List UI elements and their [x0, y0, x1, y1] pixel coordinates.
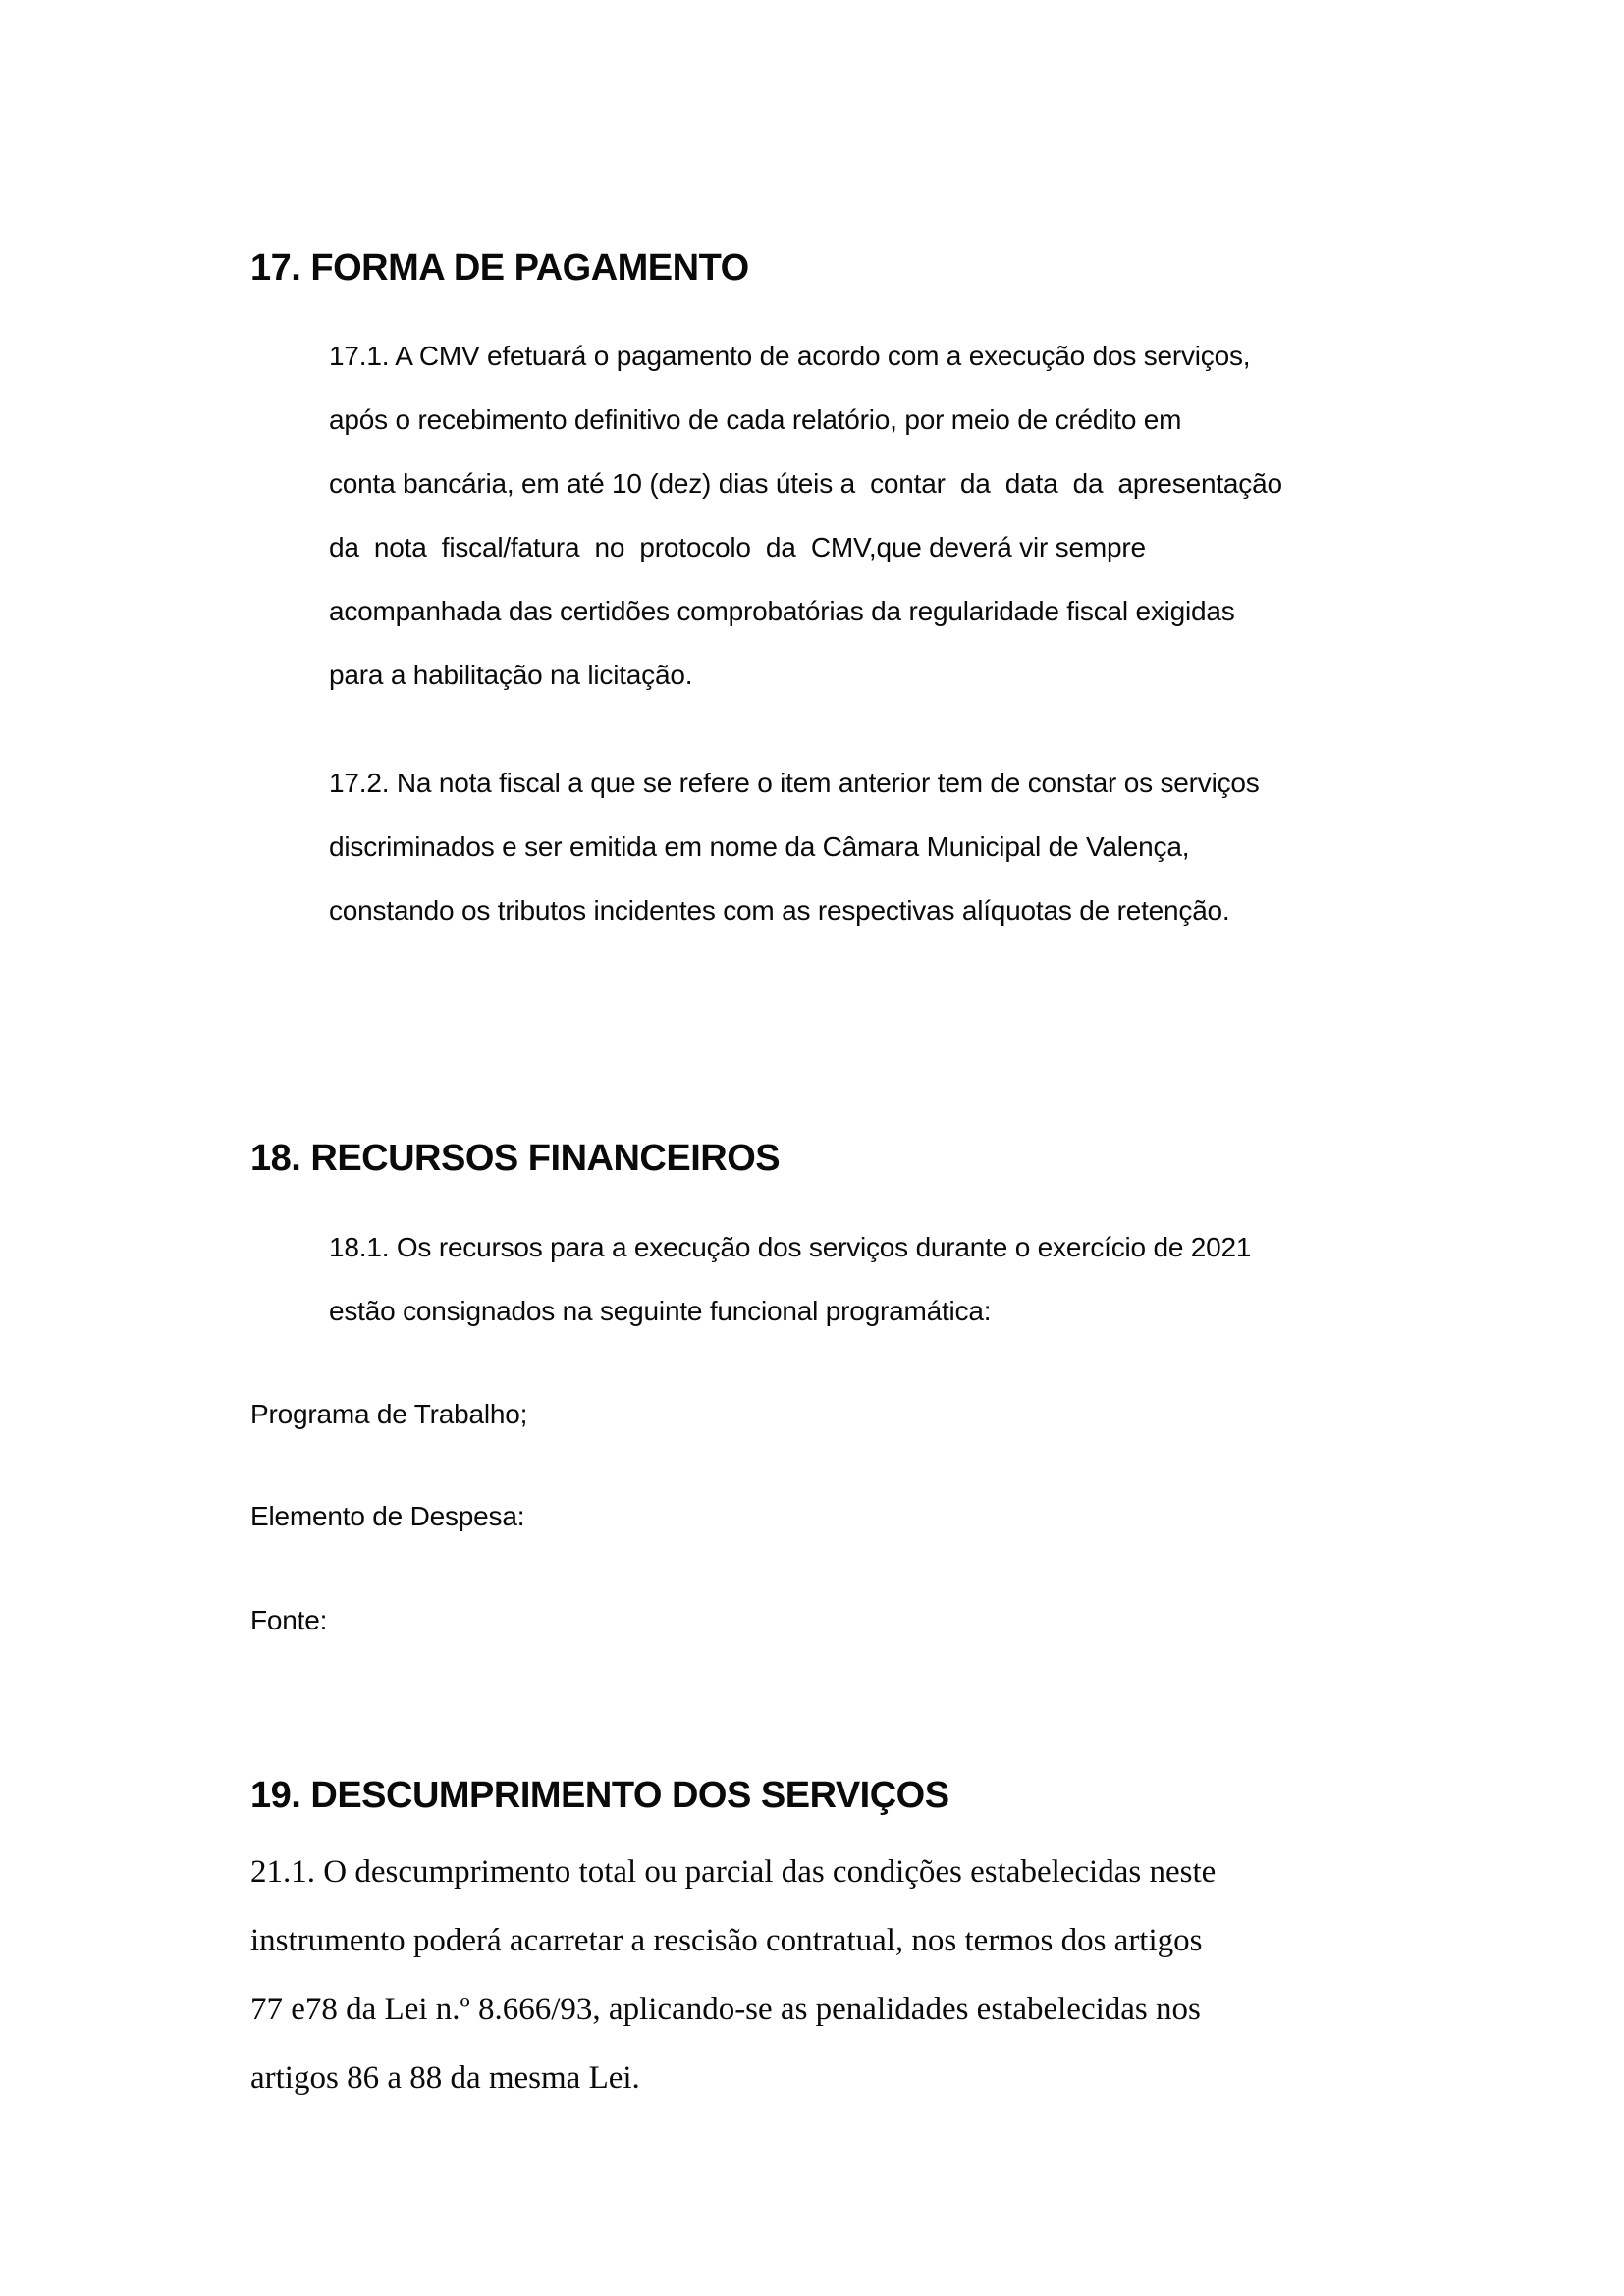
budget-line-fonte: Fonte:	[250, 1605, 328, 1635]
paragraph-17-2	[329, 751, 1399, 942]
paragraph-17-2-line: 17.2. Na nota fiscal a que se refere o item anterior tem de constar os serviços	[329, 768, 1260, 798]
paragraph-21-1-line: 77 e78 da Lei n.º 8.666/93, aplicando-se as penalidades estabelecidas nos	[250, 1992, 1201, 2027]
budget-line-elemento-de-despesa: Elemento de Despesa:	[250, 1501, 525, 1531]
paragraph-17-1	[329, 324, 1399, 707]
paragraph-17-1-line: acompanhada das certidões comprobatórias da regularidade fiscal exigidas	[329, 596, 1235, 626]
budget-line-programa-de-trabalho: Programa de Trabalho;	[250, 1399, 528, 1429]
paragraph-17-2-line: discriminados e ser emitida em nome da Câmara Municipal de Valença,	[329, 831, 1190, 862]
paragraph-17-1-line: após o recebimento definitivo de cada relatório, por meio de crédito em	[329, 404, 1182, 435]
section-17-heading: 17. FORMA DE PAGAMENTO	[250, 247, 749, 289]
paragraph-17-1-line: 17.1. A CMV efetuará o pagamento de acordo com a execução dos serviços,	[329, 341, 1251, 371]
paragraph-17-1-line: para a habilitação na licitação.	[329, 660, 693, 690]
paragraph-17-1-line: da nota fiscal/fatura no protocolo da CMV,que deverá vir sempre	[329, 532, 1146, 562]
paragraph-21-1-line: 21.1. O descumprimento total ou parcial das condições estabelecidas neste	[250, 1854, 1217, 1890]
paragraph-21-1-line: instrumento poderá acarretar a rescisão contratual, nos termos dos artigos	[250, 1923, 1203, 1958]
paragraph-18-1-line: 18.1. Os recursos para a execução dos serviços durante o exercício de 2021	[329, 1232, 1252, 1262]
paragraph-18-1-line: estão consignados na seguinte funcional programática:	[329, 1296, 992, 1326]
paragraph-17-2-line: constando os tributos incidentes com as respectivas alíquotas de retenção.	[329, 895, 1230, 926]
section-19-heading: 19. DESCUMPRIMENTO DOS SERVIÇOS	[250, 1775, 949, 1816]
paragraph-17-1-line: conta bancária, em até 10 (dez) dias úteis a contar da data da apresentação	[329, 468, 1282, 499]
paragraph-21-1	[250, 1838, 1394, 2112]
paragraph-21-1-line: artigos 86 a 88 da mesma Lei.	[250, 2060, 640, 2096]
section-18-heading: 18. RECURSOS FINANCEIROS	[250, 1138, 781, 1179]
paragraph-18-1	[329, 1215, 1399, 1343]
